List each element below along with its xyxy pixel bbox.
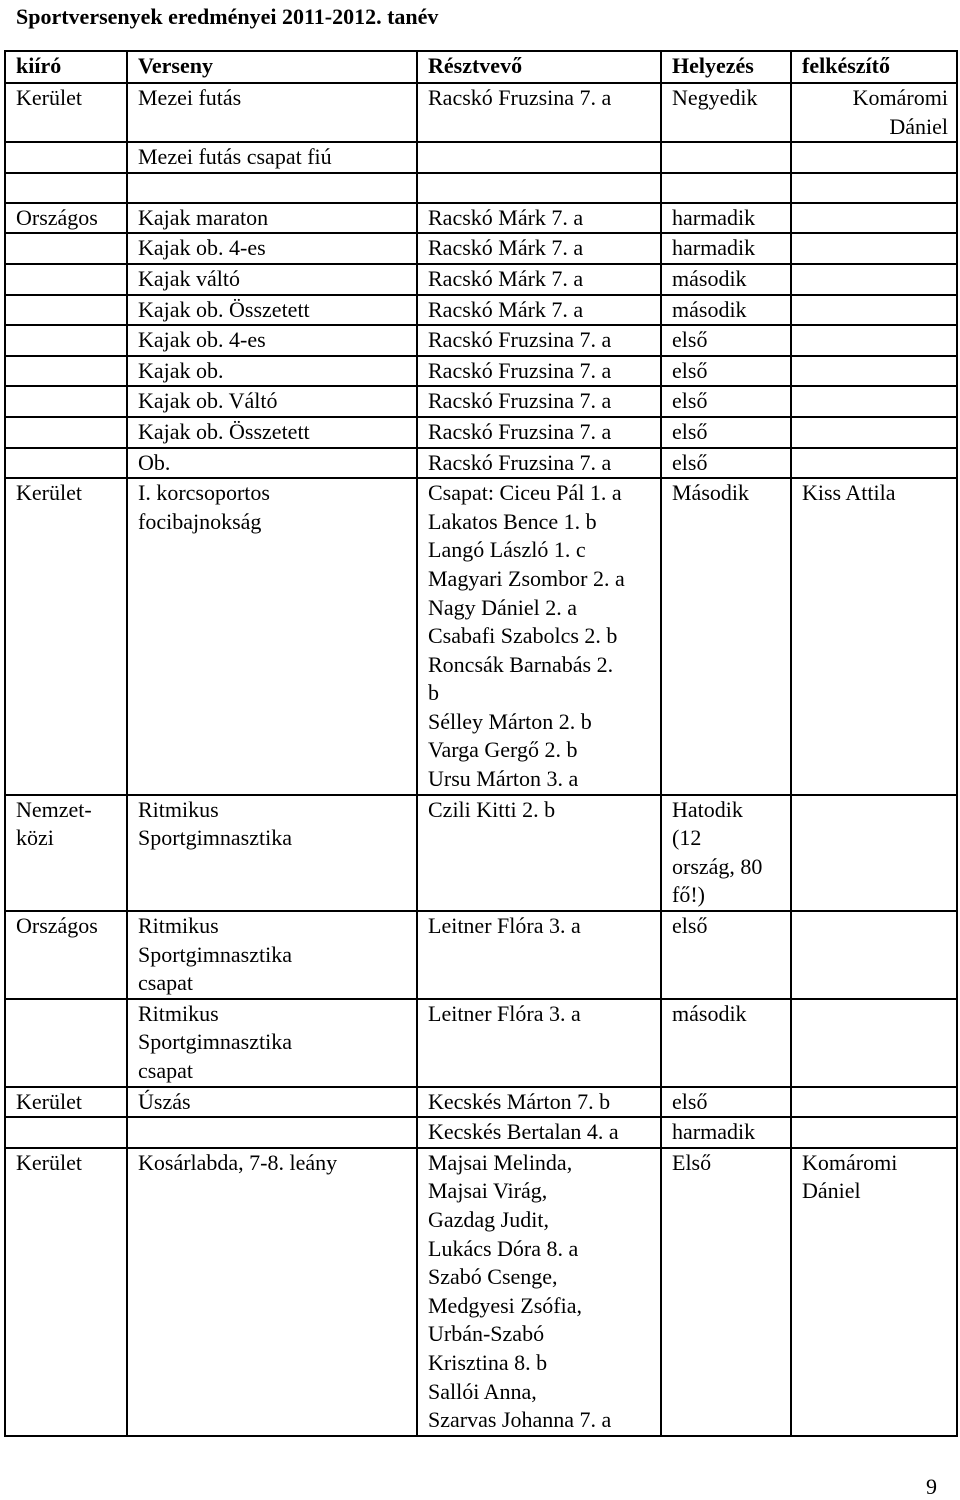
table-row: [5, 142, 957, 173]
cell-line: közi: [16, 825, 54, 851]
cell-line: Ursu Márton 3. a: [428, 766, 579, 792]
cell-kiiro: [5, 1087, 127, 1118]
cell-verseny: [127, 448, 417, 479]
cell-line: Kosárlabda, 7-8. leány: [138, 1149, 338, 1175]
cell-helyezes: [661, 83, 791, 142]
cell-line: Racskó Fruzsina 7. a: [428, 418, 612, 444]
table-row: [5, 325, 957, 356]
cell-line: Racskó Fruzsina 7. a: [428, 357, 612, 383]
cell-line: Negyedik: [672, 85, 758, 110]
cell-verseny: [127, 795, 417, 911]
cell-line: első: [672, 357, 708, 383]
cell-helyezes: [661, 203, 791, 234]
cell-kiiro: [5, 448, 127, 479]
cell-resztvevo: [417, 386, 661, 417]
cell-line: Komáromi: [852, 85, 948, 110]
cell-resztvevo: [417, 448, 661, 479]
column-header-verseny: Verseny: [127, 51, 417, 83]
cell-line: első: [672, 327, 708, 353]
cell-resztvevo: [417, 356, 661, 387]
cell-line: Sallói Anna,: [428, 1378, 537, 1404]
cell-line: második: [672, 265, 747, 291]
cell-kiiro: [5, 417, 127, 448]
cell-line: Majsai Virág,: [428, 1178, 548, 1204]
cell-line: Kerület: [16, 480, 82, 506]
cell-resztvevo: [417, 295, 661, 326]
cell-helyezes: [661, 386, 791, 417]
cell-line: Racskó Márk 7. a: [428, 296, 584, 322]
cell-line: Dániel: [802, 1178, 861, 1204]
cell-felkeszito: [791, 448, 957, 479]
cell-felkeszito: [791, 478, 957, 795]
cell-line: Roncsák Barnabás 2.: [428, 651, 614, 677]
page-title: Sportversenyek eredményei 2011-2012. tanév: [16, 4, 439, 29]
cell-felkeszito: [791, 911, 957, 999]
column-header-resztvevo: Résztvevő: [417, 51, 661, 83]
cell-helyezes: [661, 173, 791, 203]
table-row: [5, 1117, 957, 1148]
cell-line: Komáromi: [802, 1149, 898, 1175]
cell-verseny: [127, 203, 417, 234]
cell-line: Kecskés Bertalan 4. a: [428, 1119, 619, 1145]
cell-felkeszito: [791, 356, 957, 387]
cell-kiiro: [5, 264, 127, 295]
cell-felkeszito: [791, 1117, 957, 1148]
table-row: [5, 386, 957, 417]
cell-felkeszito: [791, 999, 957, 1087]
cell-line: Ob.: [138, 449, 171, 475]
cell-felkeszito: [791, 417, 957, 448]
cell-line: második: [672, 296, 747, 322]
cell-felkeszito: [791, 795, 957, 911]
cell-felkeszito: [791, 173, 957, 203]
cell-line: Gazdag Judit,: [428, 1206, 549, 1232]
cell-resztvevo: [417, 1148, 661, 1436]
cell-line: Racskó Márk 7. a: [428, 204, 584, 230]
cell-verseny: [127, 233, 417, 264]
cell-felkeszito: [791, 325, 957, 356]
cell-resztvevo: [417, 264, 661, 295]
cell-helyezes: [661, 478, 791, 795]
table-row: [5, 1087, 957, 1118]
cell-kiiro: [5, 795, 127, 911]
cell-line: első: [672, 449, 708, 475]
cell-verseny: [127, 142, 417, 173]
cell-line: Országos: [16, 204, 98, 230]
cell-line: Szabó Csenge,: [428, 1264, 558, 1290]
cell-line: Magyari Zsombor 2. a: [428, 565, 625, 591]
cell-kiiro: [5, 325, 127, 356]
cell-helyezes: [661, 1087, 791, 1118]
cell-line: Kajak ob. Összetett: [138, 296, 310, 322]
cell-kiiro: [5, 386, 127, 417]
cell-line: Csapat: Ciceu Pál 1. a: [428, 480, 622, 506]
cell-line: Nagy Dániel 2. a: [428, 594, 578, 620]
cell-line: első: [672, 388, 708, 414]
cell-felkeszito: [791, 264, 957, 295]
cell-line: Racskó Márk 7. a: [428, 265, 584, 291]
cell-verseny: [127, 911, 417, 999]
table-row: [5, 83, 957, 142]
cell-verseny: [127, 1087, 417, 1118]
cell-line: első: [672, 418, 708, 444]
cell-resztvevo: [417, 325, 661, 356]
table-row: [5, 911, 957, 999]
cell-helyezes: [661, 417, 791, 448]
cell-line: focibajnokság: [138, 508, 262, 534]
cell-line: Medgyesi Zsófia,: [428, 1292, 582, 1318]
cell-resztvevo: [417, 233, 661, 264]
cell-line: Ritmikus: [138, 1000, 219, 1026]
cell-line: Lukács Dóra 8. a: [428, 1235, 579, 1261]
cell-line: Racskó Márk 7. a: [428, 235, 584, 261]
cell-line: Kerület: [16, 1149, 82, 1175]
cell-verseny: [127, 264, 417, 295]
cell-helyezes: [661, 448, 791, 479]
cell-line: Mezei futás csapat fiú: [138, 144, 332, 170]
cell-line: Lakatos Bence 1. b: [428, 508, 597, 534]
cell-resztvevo: [417, 795, 661, 911]
table-row: [5, 448, 957, 479]
cell-line: Sportgimnasztika: [138, 941, 292, 967]
cell-resztvevo: [417, 478, 661, 795]
cell-helyezes: [661, 264, 791, 295]
cell-line: Első: [672, 1149, 712, 1175]
table-body: [5, 83, 957, 1436]
cell-line: Dániel: [889, 113, 948, 139]
cell-resztvevo: [417, 83, 661, 142]
cell-resztvevo: [417, 911, 661, 999]
cell-line: I. korcsoportos: [138, 480, 270, 506]
cell-verseny: [127, 295, 417, 326]
cell-line: Kiss Attila: [802, 480, 896, 506]
table-row: [5, 233, 957, 264]
cell-line: ország, 80: [672, 853, 763, 879]
cell-line: Krisztina 8. b: [428, 1349, 548, 1375]
column-header-felkeszito: felkészítő: [791, 51, 957, 83]
cell-line: Kajak maraton: [138, 204, 269, 230]
cell-verseny: [127, 356, 417, 387]
cell-helyezes: [661, 911, 791, 999]
cell-line: Kecskés Márton 7. b: [428, 1088, 611, 1114]
cell-kiiro: [5, 1148, 127, 1436]
column-header-helyezes: Helyezés: [661, 51, 791, 83]
cell-line: Ritmikus: [138, 796, 219, 822]
cell-felkeszito: [791, 83, 957, 142]
table-row: [5, 356, 957, 387]
cell-resztvevo: [417, 203, 661, 234]
cell-resztvevo: [417, 1117, 661, 1148]
table-row: [5, 203, 957, 234]
cell-line: Kajak ob.: [138, 357, 224, 383]
cell-line: Sportgimnasztika: [138, 825, 292, 851]
cell-line: (12: [672, 825, 702, 851]
cell-helyezes: [661, 1117, 791, 1148]
cell-felkeszito: [791, 203, 957, 234]
cell-line: harmadik: [672, 204, 756, 230]
cell-line: első: [672, 913, 708, 939]
cell-kiiro: [5, 478, 127, 795]
cell-helyezes: [661, 795, 791, 911]
cell-line: Kerület: [16, 85, 82, 110]
table-row: [5, 295, 957, 326]
cell-verseny: [127, 417, 417, 448]
cell-helyezes: [661, 325, 791, 356]
cell-line: Racskó Fruzsina 7. a: [428, 327, 612, 353]
cell-line: csapat: [138, 1058, 193, 1083]
cell-resztvevo: [417, 142, 661, 173]
column-header-kiiro: kiíró: [5, 51, 127, 83]
cell-felkeszito: [791, 1087, 957, 1118]
cell-resztvevo: [417, 173, 661, 203]
cell-verseny: [127, 478, 417, 795]
cell-helyezes: [661, 295, 791, 326]
cell-felkeszito: [791, 233, 957, 264]
cell-line: Sportgimnasztika: [138, 1029, 292, 1055]
cell-felkeszito: [791, 386, 957, 417]
cell-line: Kajak ob. Összetett: [138, 418, 310, 444]
cell-verseny: [127, 1117, 417, 1148]
cell-line: Kerület: [16, 1088, 82, 1114]
table-row: [5, 264, 957, 295]
cell-kiiro: [5, 911, 127, 999]
cell-line: csapat: [138, 970, 193, 996]
cell-verseny: [127, 386, 417, 417]
results-table: [4, 50, 958, 1437]
table-row: [5, 417, 957, 448]
cell-line: b: [428, 680, 439, 706]
cell-line: Kajak ob. Váltó: [138, 388, 278, 414]
cell-line: Leitner Flóra 3. a: [428, 913, 581, 939]
cell-line: Kajak ob. 4-es: [138, 327, 266, 353]
table-row: [5, 1148, 957, 1436]
cell-line: első: [672, 1088, 708, 1114]
table-row: [5, 173, 957, 203]
cell-line: Czili Kitti 2. b: [428, 796, 556, 822]
cell-line: fő!): [672, 882, 705, 908]
cell-kiiro: [5, 203, 127, 234]
cell-line: Ritmikus: [138, 913, 219, 939]
cell-verseny: [127, 999, 417, 1087]
page-number: 9: [926, 1474, 937, 1499]
cell-kiiro: [5, 999, 127, 1087]
cell-line: Országos: [16, 913, 98, 939]
cell-line: Varga Gergő 2. b: [428, 737, 578, 763]
cell-resztvevo: [417, 417, 661, 448]
cell-line: Racskó Fruzsina 7. a: [428, 85, 612, 110]
cell-resztvevo: [417, 999, 661, 1087]
cell-felkeszito: [791, 295, 957, 326]
cell-line: Kajak ob. 4-es: [138, 235, 266, 261]
cell-kiiro: [5, 233, 127, 264]
cell-line: harmadik: [672, 235, 756, 261]
cell-resztvevo: [417, 1087, 661, 1118]
cell-helyezes: [661, 233, 791, 264]
cell-line: Mezei futás: [138, 85, 242, 110]
cell-line: Langó László 1. c: [428, 537, 586, 563]
cell-line: Kajak váltó: [138, 265, 241, 291]
cell-helyezes: [661, 356, 791, 387]
table-row: [5, 795, 957, 911]
cell-kiiro: [5, 173, 127, 203]
cell-kiiro: [5, 142, 127, 173]
cell-kiiro: [5, 295, 127, 326]
cell-line: Racskó Fruzsina 7. a: [428, 449, 612, 475]
cell-verseny: [127, 325, 417, 356]
cell-line: második: [672, 1000, 747, 1026]
cell-line: Leitner Flóra 3. a: [428, 1000, 581, 1026]
cell-line: Csabafi Szabolcs 2. b: [428, 623, 618, 649]
table-row: [5, 478, 957, 795]
table-row: [5, 999, 957, 1087]
cell-kiiro: [5, 356, 127, 387]
cell-verseny: [127, 173, 417, 203]
cell-felkeszito: [791, 1148, 957, 1436]
cell-line: Úszás: [138, 1088, 191, 1114]
cell-helyezes: [661, 999, 791, 1087]
cell-line: Hatodik: [672, 796, 743, 822]
cell-felkeszito: [791, 142, 957, 173]
cell-helyezes: [661, 1148, 791, 1436]
cell-helyezes: [661, 142, 791, 173]
table-header-row: [5, 51, 957, 83]
cell-kiiro: [5, 83, 127, 142]
cell-line: Szarvas Johanna 7. a: [428, 1407, 612, 1433]
cell-line: Racskó Fruzsina 7. a: [428, 388, 612, 414]
cell-line: Majsai Melinda,: [428, 1149, 573, 1175]
cell-verseny: [127, 1148, 417, 1436]
cell-kiiro: [5, 1117, 127, 1148]
cell-line: harmadik: [672, 1119, 756, 1145]
cell-line: Nemzet-: [16, 796, 92, 822]
cell-line: Második: [672, 480, 749, 506]
cell-line: Urbán-Szabó: [428, 1321, 545, 1347]
cell-verseny: [127, 83, 417, 142]
cell-line: Sélley Márton 2. b: [428, 708, 592, 734]
